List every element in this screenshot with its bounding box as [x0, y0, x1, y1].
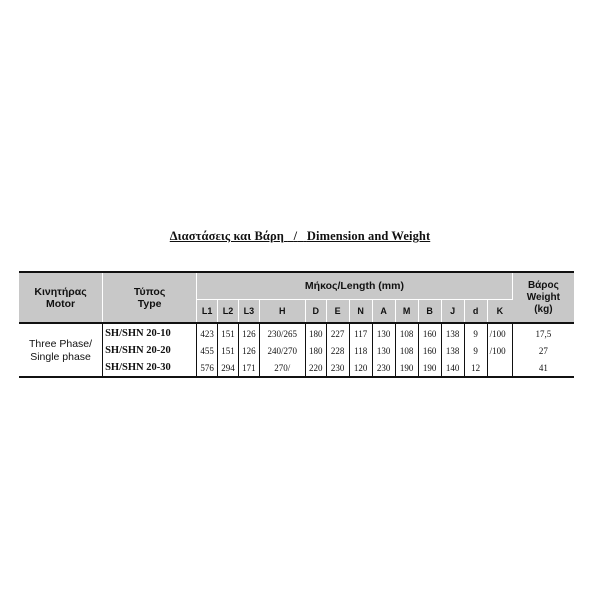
value-cell — [487, 359, 512, 377]
value-cell: 227 — [326, 323, 349, 342]
value-cell: /100 — [487, 342, 512, 359]
col-header-k: K — [487, 300, 512, 324]
col-header-b: B — [418, 300, 441, 324]
value-cell: 130 — [372, 323, 395, 342]
page-title — [0, 229, 600, 244]
value-cell: 220 — [305, 359, 326, 377]
length-header: Μήκος/Length (mm) — [197, 272, 513, 300]
value-cell: 160 — [418, 342, 441, 359]
value-cell: /100 — [487, 323, 512, 342]
title-greek: Διαστάσεις και Βάρη — [169, 229, 284, 243]
col-header-n: N — [349, 300, 372, 324]
value-cell: 576 — [197, 359, 218, 377]
value-cell: 190 — [418, 359, 441, 377]
value-cell: 240/270 — [259, 342, 305, 359]
model-cell: SH/SHN 20-30 — [103, 359, 197, 377]
value-cell: 9 — [464, 323, 487, 342]
motor-header: Κινητήρας Motor — [19, 272, 103, 323]
col-header-l2: L2 — [218, 300, 239, 324]
type-header: Τύπος Type — [103, 272, 197, 323]
value-cell: 294 — [218, 359, 239, 377]
table-row — [19, 323, 574, 342]
value-cell: 230/265 — [259, 323, 305, 342]
dimension-weight-table — [19, 271, 574, 378]
value-cell: 9 — [464, 342, 487, 359]
value-cell: 160 — [418, 323, 441, 342]
value-cell: 130 — [372, 342, 395, 359]
value-cell: 108 — [395, 323, 418, 342]
value-cell: 12 — [464, 359, 487, 377]
value-cell: 120 — [349, 359, 372, 377]
col-header-l1: L1 — [197, 300, 218, 324]
value-cell: 180 — [305, 342, 326, 359]
value-cell: 180 — [305, 323, 326, 342]
col-header-a: A — [372, 300, 395, 324]
value-cell: 190 — [395, 359, 418, 377]
value-cell: 126 — [238, 323, 259, 342]
table-body — [19, 323, 574, 377]
weight-header: Βάρος Weight (kg) — [512, 272, 574, 323]
col-header-e: E — [326, 300, 349, 324]
model-cell: SH/SHN 20-20 — [103, 342, 197, 359]
value-cell: 140 — [441, 359, 464, 377]
value-cell: 151 — [218, 342, 239, 359]
col-header-d: D — [305, 300, 326, 324]
value-cell: 230 — [372, 359, 395, 377]
table-row — [19, 342, 574, 359]
value-cell: 270/ — [259, 359, 305, 377]
value-cell: 126 — [238, 342, 259, 359]
col-header-d-small: d — [464, 300, 487, 324]
value-cell: 171 — [238, 359, 259, 377]
motor-value: Three Phase/ Single phase — [19, 323, 103, 377]
weight-cell: 27 — [512, 342, 574, 359]
col-header-j: J — [441, 300, 464, 324]
value-cell: 117 — [349, 323, 372, 342]
title-separator: / — [293, 229, 298, 243]
model-cell: SH/SHN 20-10 — [103, 323, 197, 342]
col-header-h: H — [259, 300, 305, 324]
value-cell: 138 — [441, 323, 464, 342]
value-cell: 151 — [218, 323, 239, 342]
value-cell: 423 — [197, 323, 218, 342]
col-header-m: M — [395, 300, 418, 324]
value-cell: 118 — [349, 342, 372, 359]
weight-cell: 17,5 — [512, 323, 574, 342]
value-cell: 455 — [197, 342, 218, 359]
table-row — [19, 359, 574, 377]
value-cell: 138 — [441, 342, 464, 359]
value-cell: 108 — [395, 342, 418, 359]
value-cell: 228 — [326, 342, 349, 359]
table-header — [19, 272, 574, 323]
value-cell: 230 — [326, 359, 349, 377]
title-english: Dimension and Weight — [306, 229, 431, 243]
col-header-l3: L3 — [238, 300, 259, 324]
weight-cell: 41 — [512, 359, 574, 377]
